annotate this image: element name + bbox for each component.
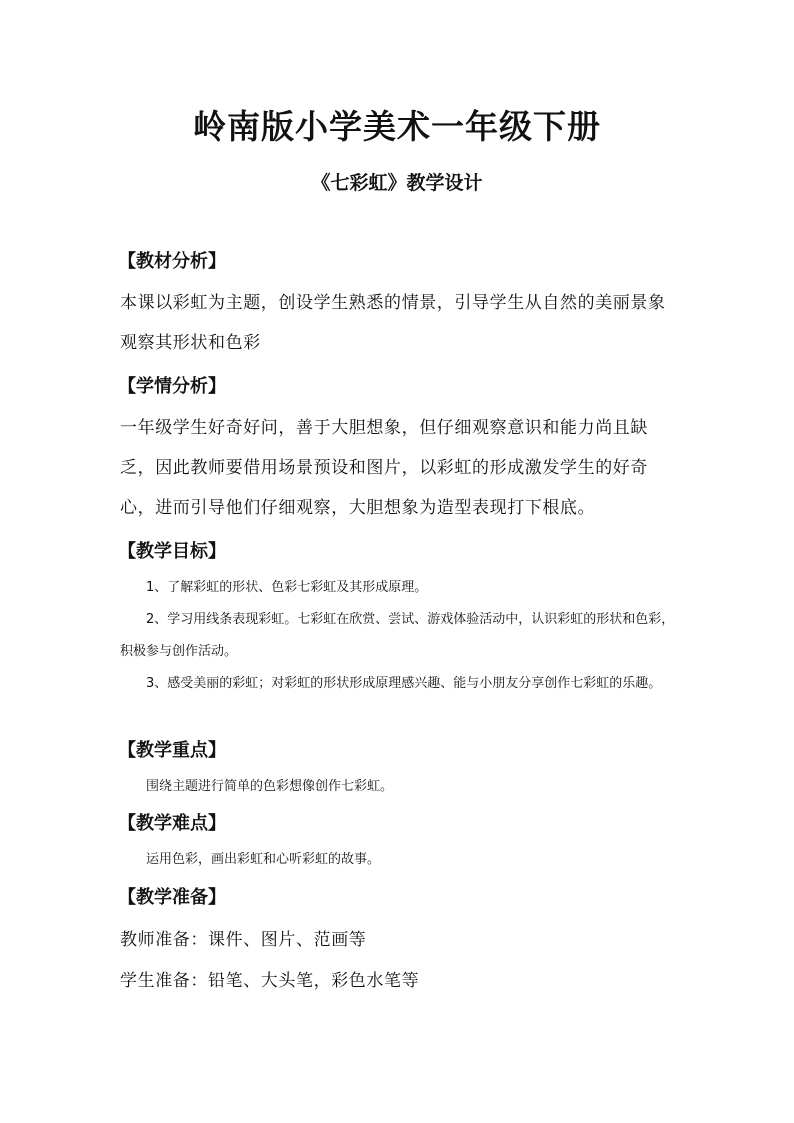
heading-teaching-prep: 【教学准备】 xyxy=(118,887,226,908)
heading-teaching-difficulty: 【教学难点】 xyxy=(118,813,226,834)
document-subtitle: 《七彩虹》教学设计 xyxy=(311,172,483,194)
text-student-prep: 学生准备：铅笔、大头笔，彩色水笔等 xyxy=(120,971,420,991)
heading-student-analysis: 【学情分析】 xyxy=(118,376,226,397)
goal-item-1: 1、了解彩虹的形状、色彩七彩虹及其形成原理。 xyxy=(146,580,428,595)
goal-item-3: 3、感受美丽的彩虹；对彩虹的形状形成原理感兴趣、能与小朋友分享创作七彩虹的乐趣。 xyxy=(146,676,662,691)
heading-material-analysis: 【教材分析】 xyxy=(118,251,226,272)
text-teaching-difficulty: 运用色彩，画出彩虹和心听彩虹的故事。 xyxy=(146,852,381,867)
document-title: 岭南版小学美术一年级下册 xyxy=(193,107,601,146)
heading-teaching-key: 【教学重点】 xyxy=(118,740,226,761)
heading-teaching-goals: 【教学目标】 xyxy=(118,541,226,562)
text-material-analysis: 本课以彩虹为主题，创设学生熟悉的情景，引导学生从自然的美丽景象观察其形状和色彩 xyxy=(120,293,666,353)
text-teaching-key: 围绕主题进行简单的色彩想像创作七彩虹。 xyxy=(146,779,394,794)
text-student-analysis: 一年级学生好奇好问，善于大胆想象，但仔细观察意识和能力尚且缺乏，因此教师要借用场景预设和图片，以彩虹的形成激发学生的好奇心，进而引导他们仔细观察，大胆想象为造型表现打下根底。 xyxy=(120,418,648,518)
text-teacher-prep: 教师准备：课件、图片、范画等 xyxy=(120,930,367,950)
goal-item-2: 2、学习用线条表现彩虹。七彩虹在欣赏、尝试、游戏体验活动中，认识彩虹的形状和色彩，积极参与创作活动。 xyxy=(120,612,675,659)
